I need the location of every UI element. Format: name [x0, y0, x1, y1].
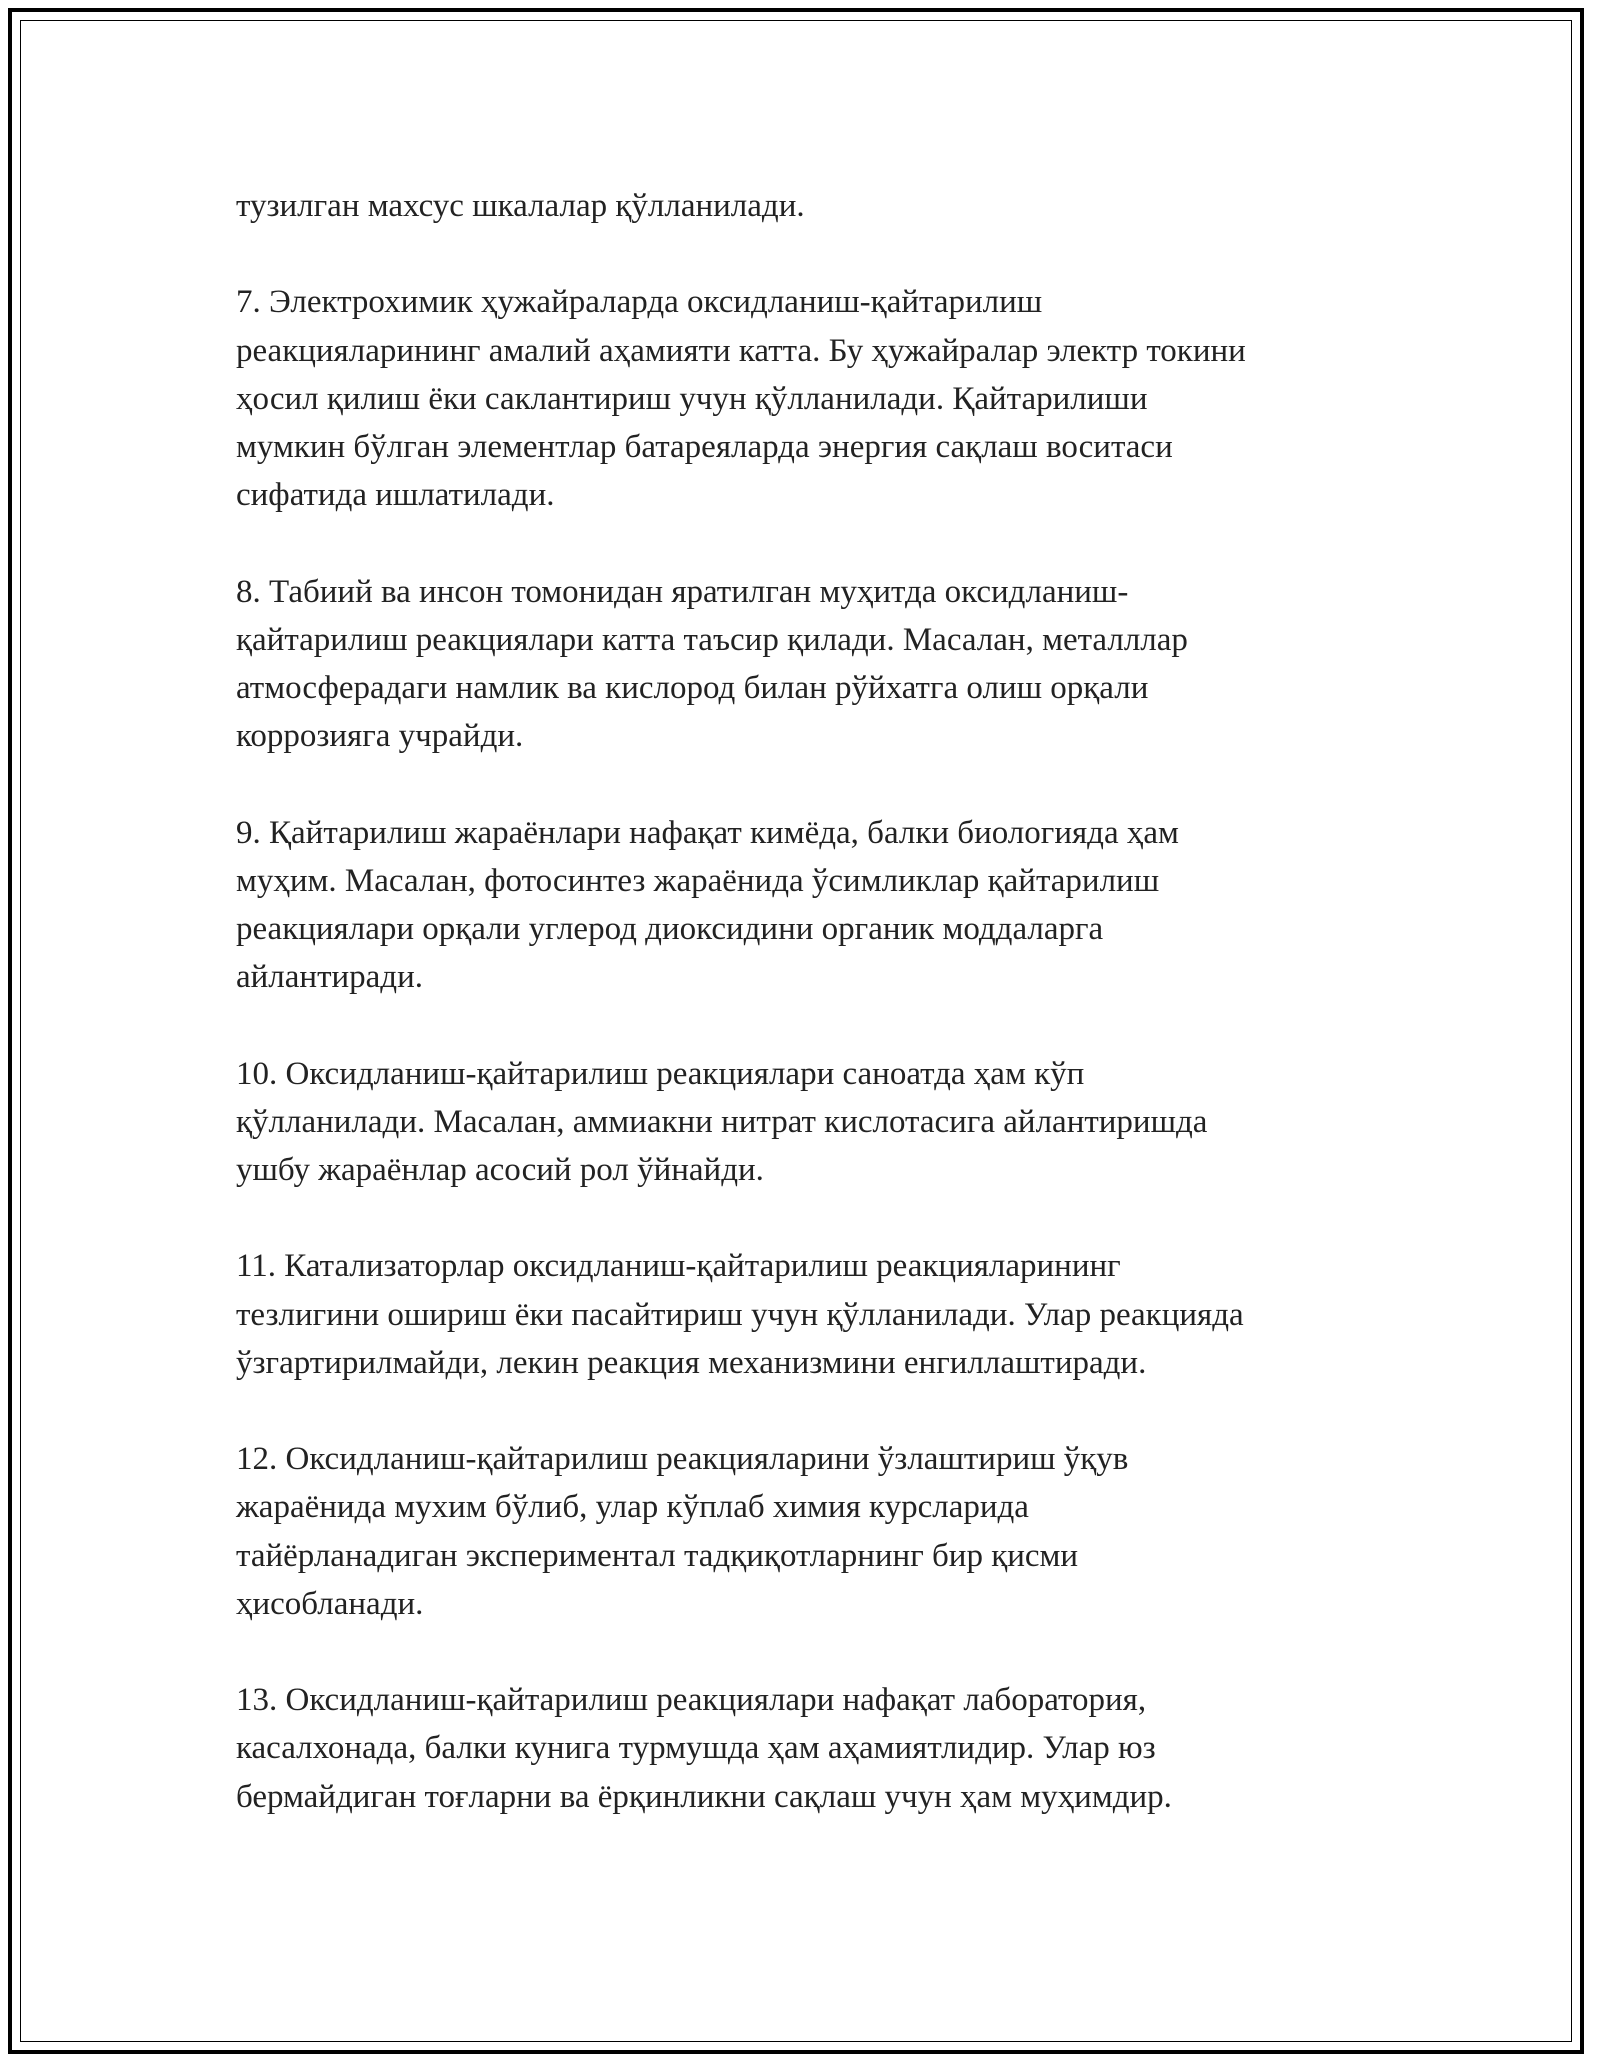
paragraph-7: 7. Электрохимик ҳужайраларда оксидланиш-қайтарилиш реакцияларининг амалий аҳамияти катта. Бу ҳужайралар электр токини ҳосил қилиш ёки саклантириш учун қўлланилади. Қайтарилиши мумкин бўлган элементлар батареяларда энергия сақлаш воситаси сифатида ишлатилади. [236, 284, 1246, 514]
paragraph-11: 11. Катализаторлар оксидланиш-қайтарилиш реакцияларининг тезлигини ошириш ёки пасайтириш учун қўлланилади. Улар реакцияда ўзгартирилмайди, лекин реакция механизмини енгиллаштиради. [236, 1248, 1244, 1381]
paragraph-10: 10. Оксидланиш-қайтарилиш реакциялари саноатда ҳам кўп қўлланилади. Масалан, аммиакни нитрат кислотасига айлантиришда ушбу жараёнлар асосий рол ўйнайди. [236, 1055, 1208, 1188]
paragraph-continuation: тузилган махсус шкалалар қўлланилади. [236, 188, 805, 224]
paragraph-12: 12. Оксидланиш-қайтарилиш реакцияларини ўзлаштириш ўқув жараёнида мухим бўлиб, улар кўплаб химия курсларида тайёрланадиган экспериментал тадқиқотларнинг бир қисми ҳисобланади. [236, 1441, 1129, 1622]
document-body [236, 182, 1396, 1869]
paragraph-13: 13. Оксидланиш-қайтарилиш реакциялари нафақат лаборатория, касалхонада, балки кунига турмушда ҳам аҳамиятлидир. Улар юз бермайдиган тоғларни ва ёрқинликни сақлаш учун ҳам муҳимдир. [236, 1682, 1172, 1815]
paragraph-9: 9. Қайтарилиш жараёнлари нафақат кимёда, балки биологияда ҳам муҳим. Масалан, фотосинтез жараёнида ўсимликлар қайтарилиш реакциялари орқали углерод диоксидини органик моддаларга айлантиради. [236, 814, 1179, 996]
paragraph-8: 8. Табиий ва инсон томонидан яратилган муҳитда оксидланиш- қайтарилиш реакциялари катта таъсир қилади. Масалан, металллар атмосферадаги намлик ва кислород билан рўйхатга олиш орқали коррозияга учрайди. [236, 573, 1188, 755]
